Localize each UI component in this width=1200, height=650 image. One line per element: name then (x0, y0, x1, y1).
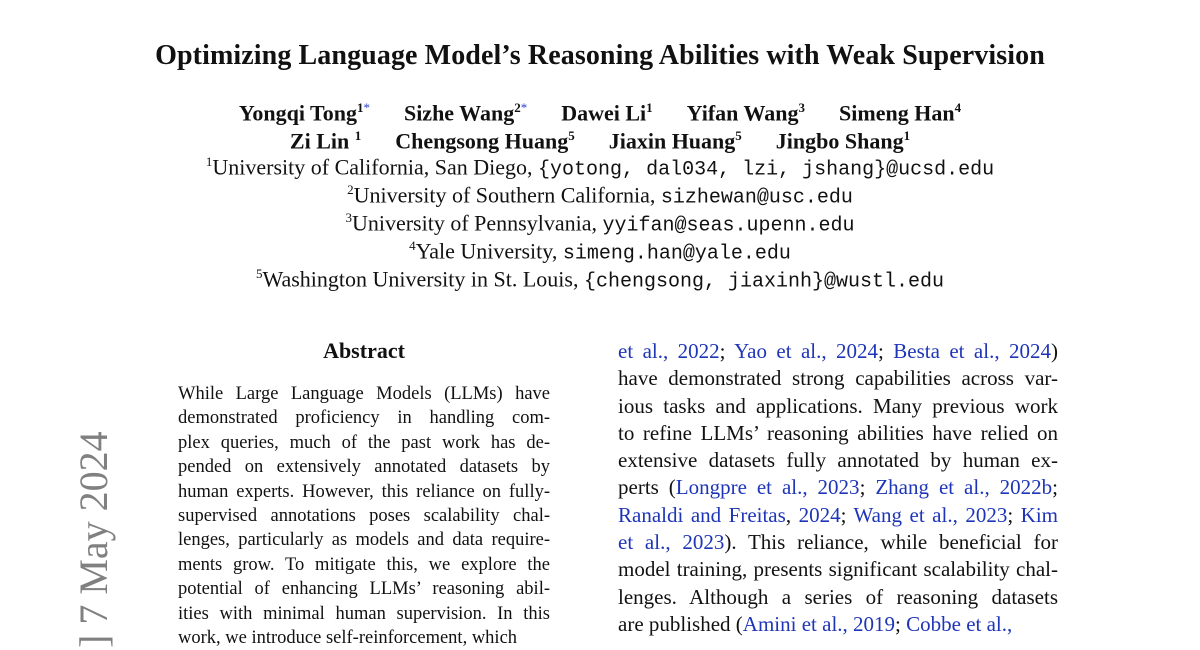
author-name: Zi Lin $^1$ (289, 128, 362, 154)
abstract-line: ments grow. To mitigate this, we explore the (178, 554, 550, 575)
body-text-line (618, 529, 1058, 556)
abstract-line: pended on extensively annotated datasets by (178, 457, 550, 478)
body-text: have demonstrated strong capabilities across var- (618, 366, 1058, 391)
body-text-line (618, 393, 1058, 420)
body-text-line (618, 447, 1058, 474)
body-text: lenges. Although a series of reasoning datasets (618, 584, 1058, 609)
abstract-line: plex queries, much of the past work has de- (178, 432, 550, 453)
equal-contribution-mark: * (363, 100, 370, 115)
citation-link[interactable]: Cobbe et al., (906, 611, 1013, 636)
affiliation-institution: University of Southern California, (353, 182, 661, 208)
body-text: ; (878, 339, 894, 363)
citation-link[interactable]: Besta et al., 2024 (893, 339, 1051, 363)
arxiv-stamp-text: ] 7 May 2024 (71, 431, 116, 648)
body-text-line (618, 365, 1058, 392)
affiliation-institution: University of Pennsylvania, (351, 210, 603, 236)
body-text: ; (895, 611, 907, 636)
author-affiliation-mark: 4 (954, 100, 962, 115)
author-name: Sizhe Wang$^{2*}$ (403, 100, 528, 126)
abstract-line: supervised annotations poses scalability chal- (178, 506, 550, 527)
affiliation-line (0, 182, 1200, 209)
affiliation-line (0, 266, 1200, 293)
author-affiliation-mark: 3 (798, 100, 806, 115)
author-name: Jiaxin Huang$^5$ (608, 128, 742, 154)
affiliation-email: simeng.han@yale.edu (562, 242, 791, 266)
citation-link[interactable]: et al., 2022 (618, 339, 720, 363)
author-affiliation-mark: 1 (903, 128, 911, 143)
affiliation-email: yyifan@seas.upenn.edu (602, 214, 855, 238)
abstract-line: demonstrated proficiency in handling com- (178, 408, 550, 429)
affiliation-email: {yotong, dal034, lzi, jshang}@ucsd.edu (538, 158, 995, 182)
body-text-line (618, 611, 1058, 638)
body-text: ious tasks and applications. Many previous work (618, 393, 1058, 418)
citation-link[interactable]: Zhang et al., 2022b (875, 475, 1053, 500)
affiliation-line (0, 154, 1200, 181)
citation-link[interactable]: Amini et al., 2019 (742, 611, 896, 636)
body-text-line (618, 556, 1058, 583)
arxiv-stamp (26, 418, 116, 648)
body-text-line (618, 420, 1058, 447)
body-text: ; (840, 502, 854, 527)
body-text: model training, presents significant scalability chal- (618, 557, 1058, 582)
paper-title: Optimizing Language Model’s Reasoning Abilities with Weak Supervision (155, 40, 1045, 71)
author-name: Yifan Wang$^3$ (686, 100, 806, 126)
affiliation-line (0, 238, 1200, 265)
body-text: ) (1051, 339, 1058, 363)
author-affiliation-mark: 5 (735, 128, 742, 143)
author-list-row-1 (0, 100, 1200, 126)
citation-link[interactable]: Wang et al., 2023 (853, 502, 1008, 527)
equal-contribution-mark: * (520, 100, 528, 115)
author-affiliation-mark: 1 (356, 100, 364, 115)
abstract-body (178, 382, 550, 650)
body-text: to refine LLMs’ reasoning abilities have relied on (618, 420, 1058, 445)
author-list-row-2 (0, 128, 1200, 154)
author-name: Jingbo Shang$^1$ (775, 128, 911, 154)
author-affiliation-mark: 2 (514, 100, 521, 115)
author-name: Dawei Li$^1$ (561, 100, 653, 126)
body-text: , (785, 502, 799, 527)
author-name: Chengsong Huang$^5$ (395, 128, 575, 154)
author-name: Yongqi Tong$^{1*}$ (238, 100, 370, 126)
abstract-line: potential of enhancing LLMs’ reasoning abil- (178, 579, 550, 600)
affiliation-number: 1 (205, 154, 213, 169)
citation-link[interactable]: Ranaldi and Freitas (618, 502, 786, 527)
body-text: extensive datasets fully annotated by human ex- (618, 448, 1058, 473)
body-text: ; (719, 339, 735, 363)
abstract-line: ities with minimal human supervision. In this (178, 603, 550, 624)
body-text: ; (1007, 502, 1021, 527)
affiliation-number: 3 (345, 210, 352, 225)
body-text-line (618, 584, 1058, 611)
body-text-line (618, 338, 1058, 365)
affiliation-institution: University of California, San Diego, (212, 154, 539, 180)
body-text: ; (859, 475, 876, 500)
author-name: Simeng Han$^4$ (839, 100, 962, 126)
abstract-heading: Abstract (323, 338, 405, 363)
abstract-line: human experts. However, this reliance on fully- (178, 481, 550, 502)
introduction-column (618, 338, 1058, 638)
author-affiliation-mark: 5 (568, 128, 575, 143)
author-affiliation-mark: 1 (354, 128, 362, 143)
affiliation-line (0, 210, 1200, 237)
body-text-line (618, 502, 1058, 529)
affiliation-email: sizhewan@usc.edu (660, 186, 853, 210)
abstract-line: lenges, particularly as models and data require- (178, 530, 550, 551)
body-text: ; (1052, 475, 1058, 500)
body-text: are published ( (618, 611, 743, 636)
affiliation-number: 2 (347, 182, 354, 197)
affiliation-institution: Washington University in St. Louis, (262, 266, 584, 292)
citation-link[interactable]: Kim (1020, 502, 1059, 527)
affiliation-number: 5 (255, 266, 263, 281)
body-text: ). This reliance, while beneficial for (724, 530, 1058, 555)
abstract-line: work, we introduce self-reinforcement, which (178, 628, 518, 649)
affiliation-number: 4 (409, 238, 416, 253)
body-text-line (618, 474, 1058, 501)
citation-link[interactable]: et al., 2023 (618, 530, 725, 555)
affiliation-institution: Yale University, (415, 238, 563, 264)
body-text: perts ( (618, 475, 676, 500)
author-affiliation-mark: 1 (646, 100, 653, 115)
citation-link[interactable]: 2024 (798, 502, 841, 527)
citation-link[interactable]: Longpre et al., 2023 (675, 475, 860, 500)
abstract-line: While Large Language Models (LLMs) have (178, 384, 550, 404)
citation-link[interactable]: Yao et al., 2024 (734, 339, 879, 363)
affiliation-email: {chengsong, jiaxinh}@wustl.edu (583, 270, 945, 294)
